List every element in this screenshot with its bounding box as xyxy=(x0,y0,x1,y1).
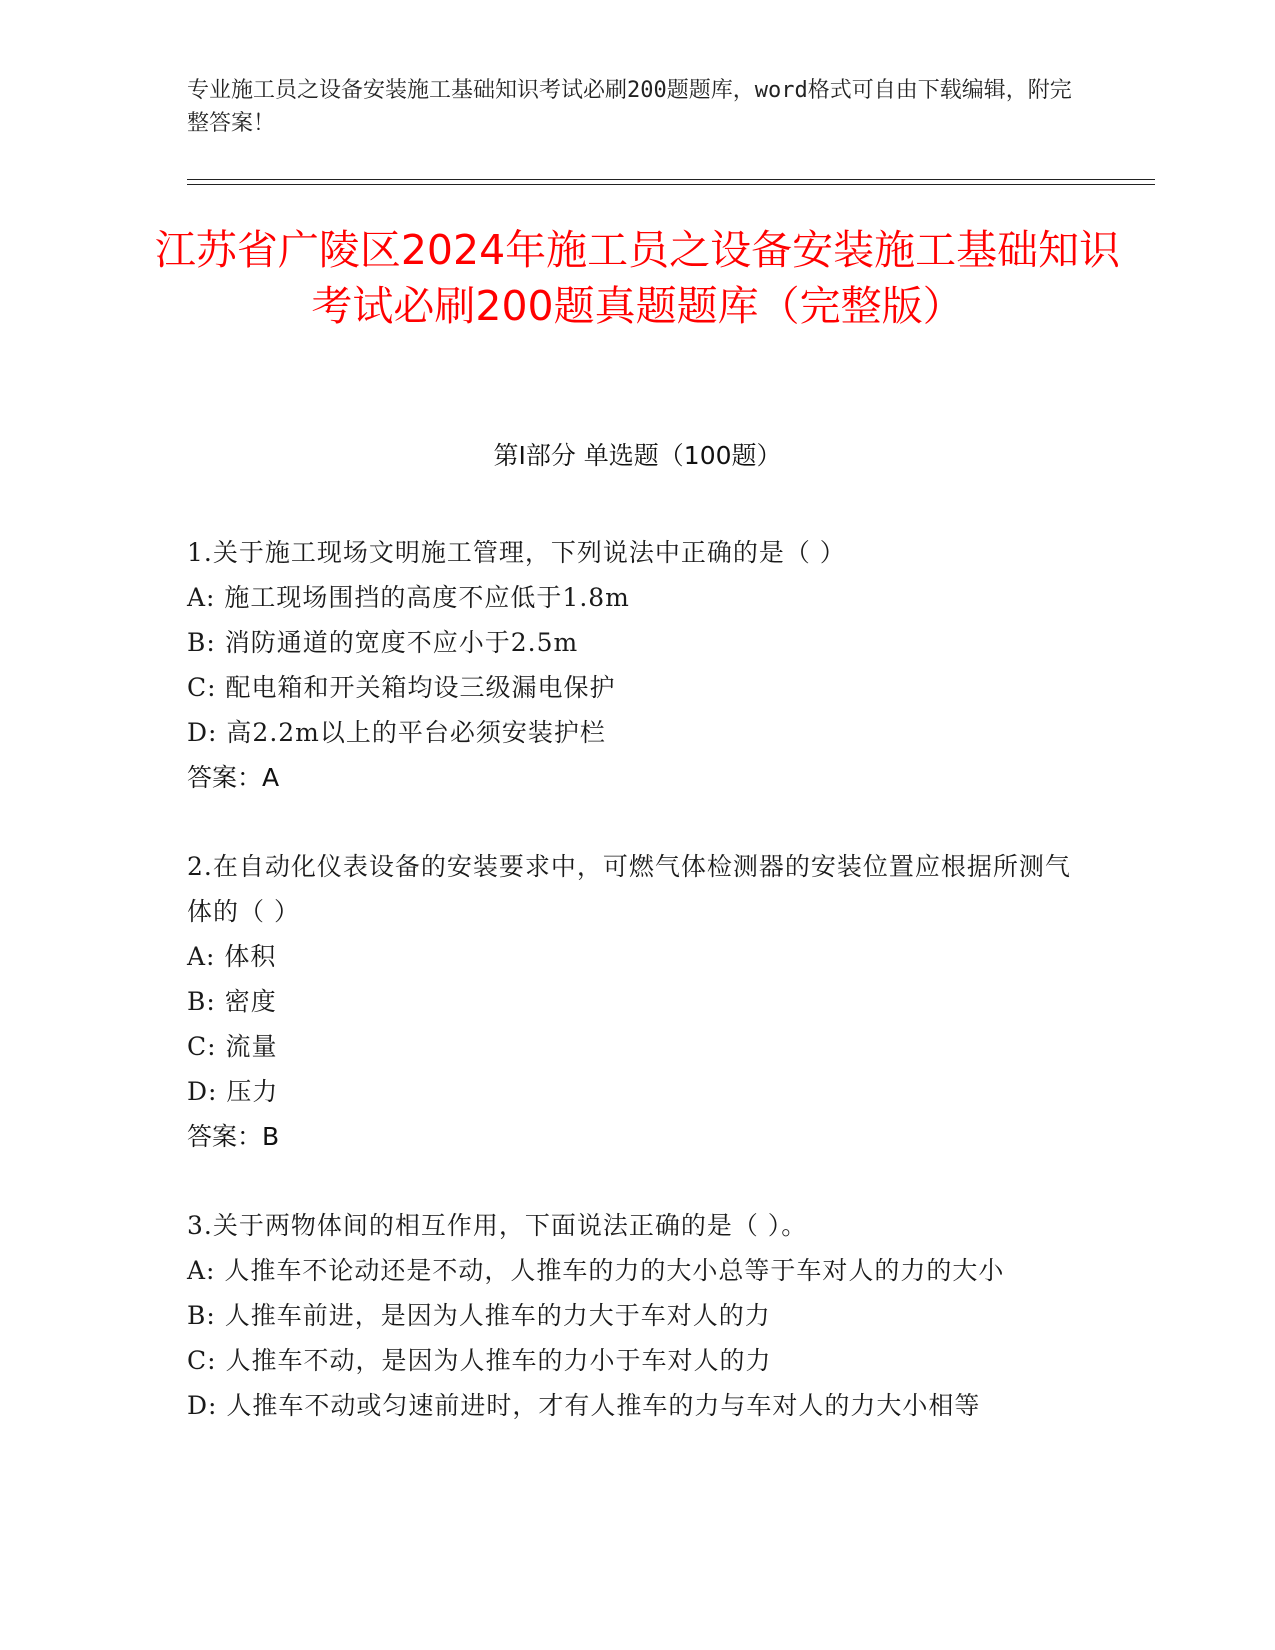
option-c: C: 配电箱和开关箱均设三级漏电保护 xyxy=(187,673,616,702)
header-rule-top xyxy=(187,179,1155,180)
question-3 xyxy=(187,1203,1077,1428)
option-d: D: 压力 xyxy=(187,1077,279,1106)
question-list xyxy=(187,530,1077,1472)
answer: 答案：B xyxy=(187,1122,280,1151)
option-d: D: 人推车不动或匀速前进时，才有人推车的力与车对人的力大小相等 xyxy=(187,1391,981,1420)
answer: 答案：A xyxy=(187,763,280,792)
question-1 xyxy=(187,530,1077,800)
section-heading: 第I部分 单选题（100题） xyxy=(493,441,782,470)
option-b: B: 消防通道的宽度不应小于2.5m xyxy=(187,628,579,657)
question-stem: 3.关于两物体间的相互作用，下面说法正确的是（ ）。 xyxy=(187,1211,808,1240)
option-b: B: 密度 xyxy=(187,987,277,1016)
document-title: 江苏省广陵区2024年施工员之设备安装施工基础知识考试必刷200题真题题库（完整版） xyxy=(154,226,1121,330)
option-d: D: 高2.2m以上的平台必须安装护栏 xyxy=(187,718,606,747)
option-c: C: 流量 xyxy=(187,1032,278,1061)
question-stem: 1.关于施工现场文明施工管理，下列说法中正确的是（ ） xyxy=(187,538,846,567)
option-a: A: 体积 xyxy=(187,942,277,971)
header-rule-bottom xyxy=(187,184,1155,185)
question-stem: 2.在自动化仪表设备的安装要求中，可燃气体检测器的安装位置应根据所测气体的（ ） xyxy=(187,852,1071,926)
option-c: C: 人推车不动，是因为人推车的力小于车对人的力 xyxy=(187,1346,772,1375)
option-a: A: 施工现场围挡的高度不应低于1.8m xyxy=(187,583,630,612)
header-note: 专业施工员之设备安装施工基础知识考试必刷200题题库，word格式可自由下载编辑，附完整答案！ xyxy=(187,78,1072,136)
option-b: B: 人推车前进，是因为人推车的力大于车对人的力 xyxy=(187,1301,771,1330)
question-2 xyxy=(187,844,1077,1159)
option-a: A: 人推车不论动还是不动，人推车的力的大小总等于车对人的力的大小 xyxy=(187,1256,1005,1285)
